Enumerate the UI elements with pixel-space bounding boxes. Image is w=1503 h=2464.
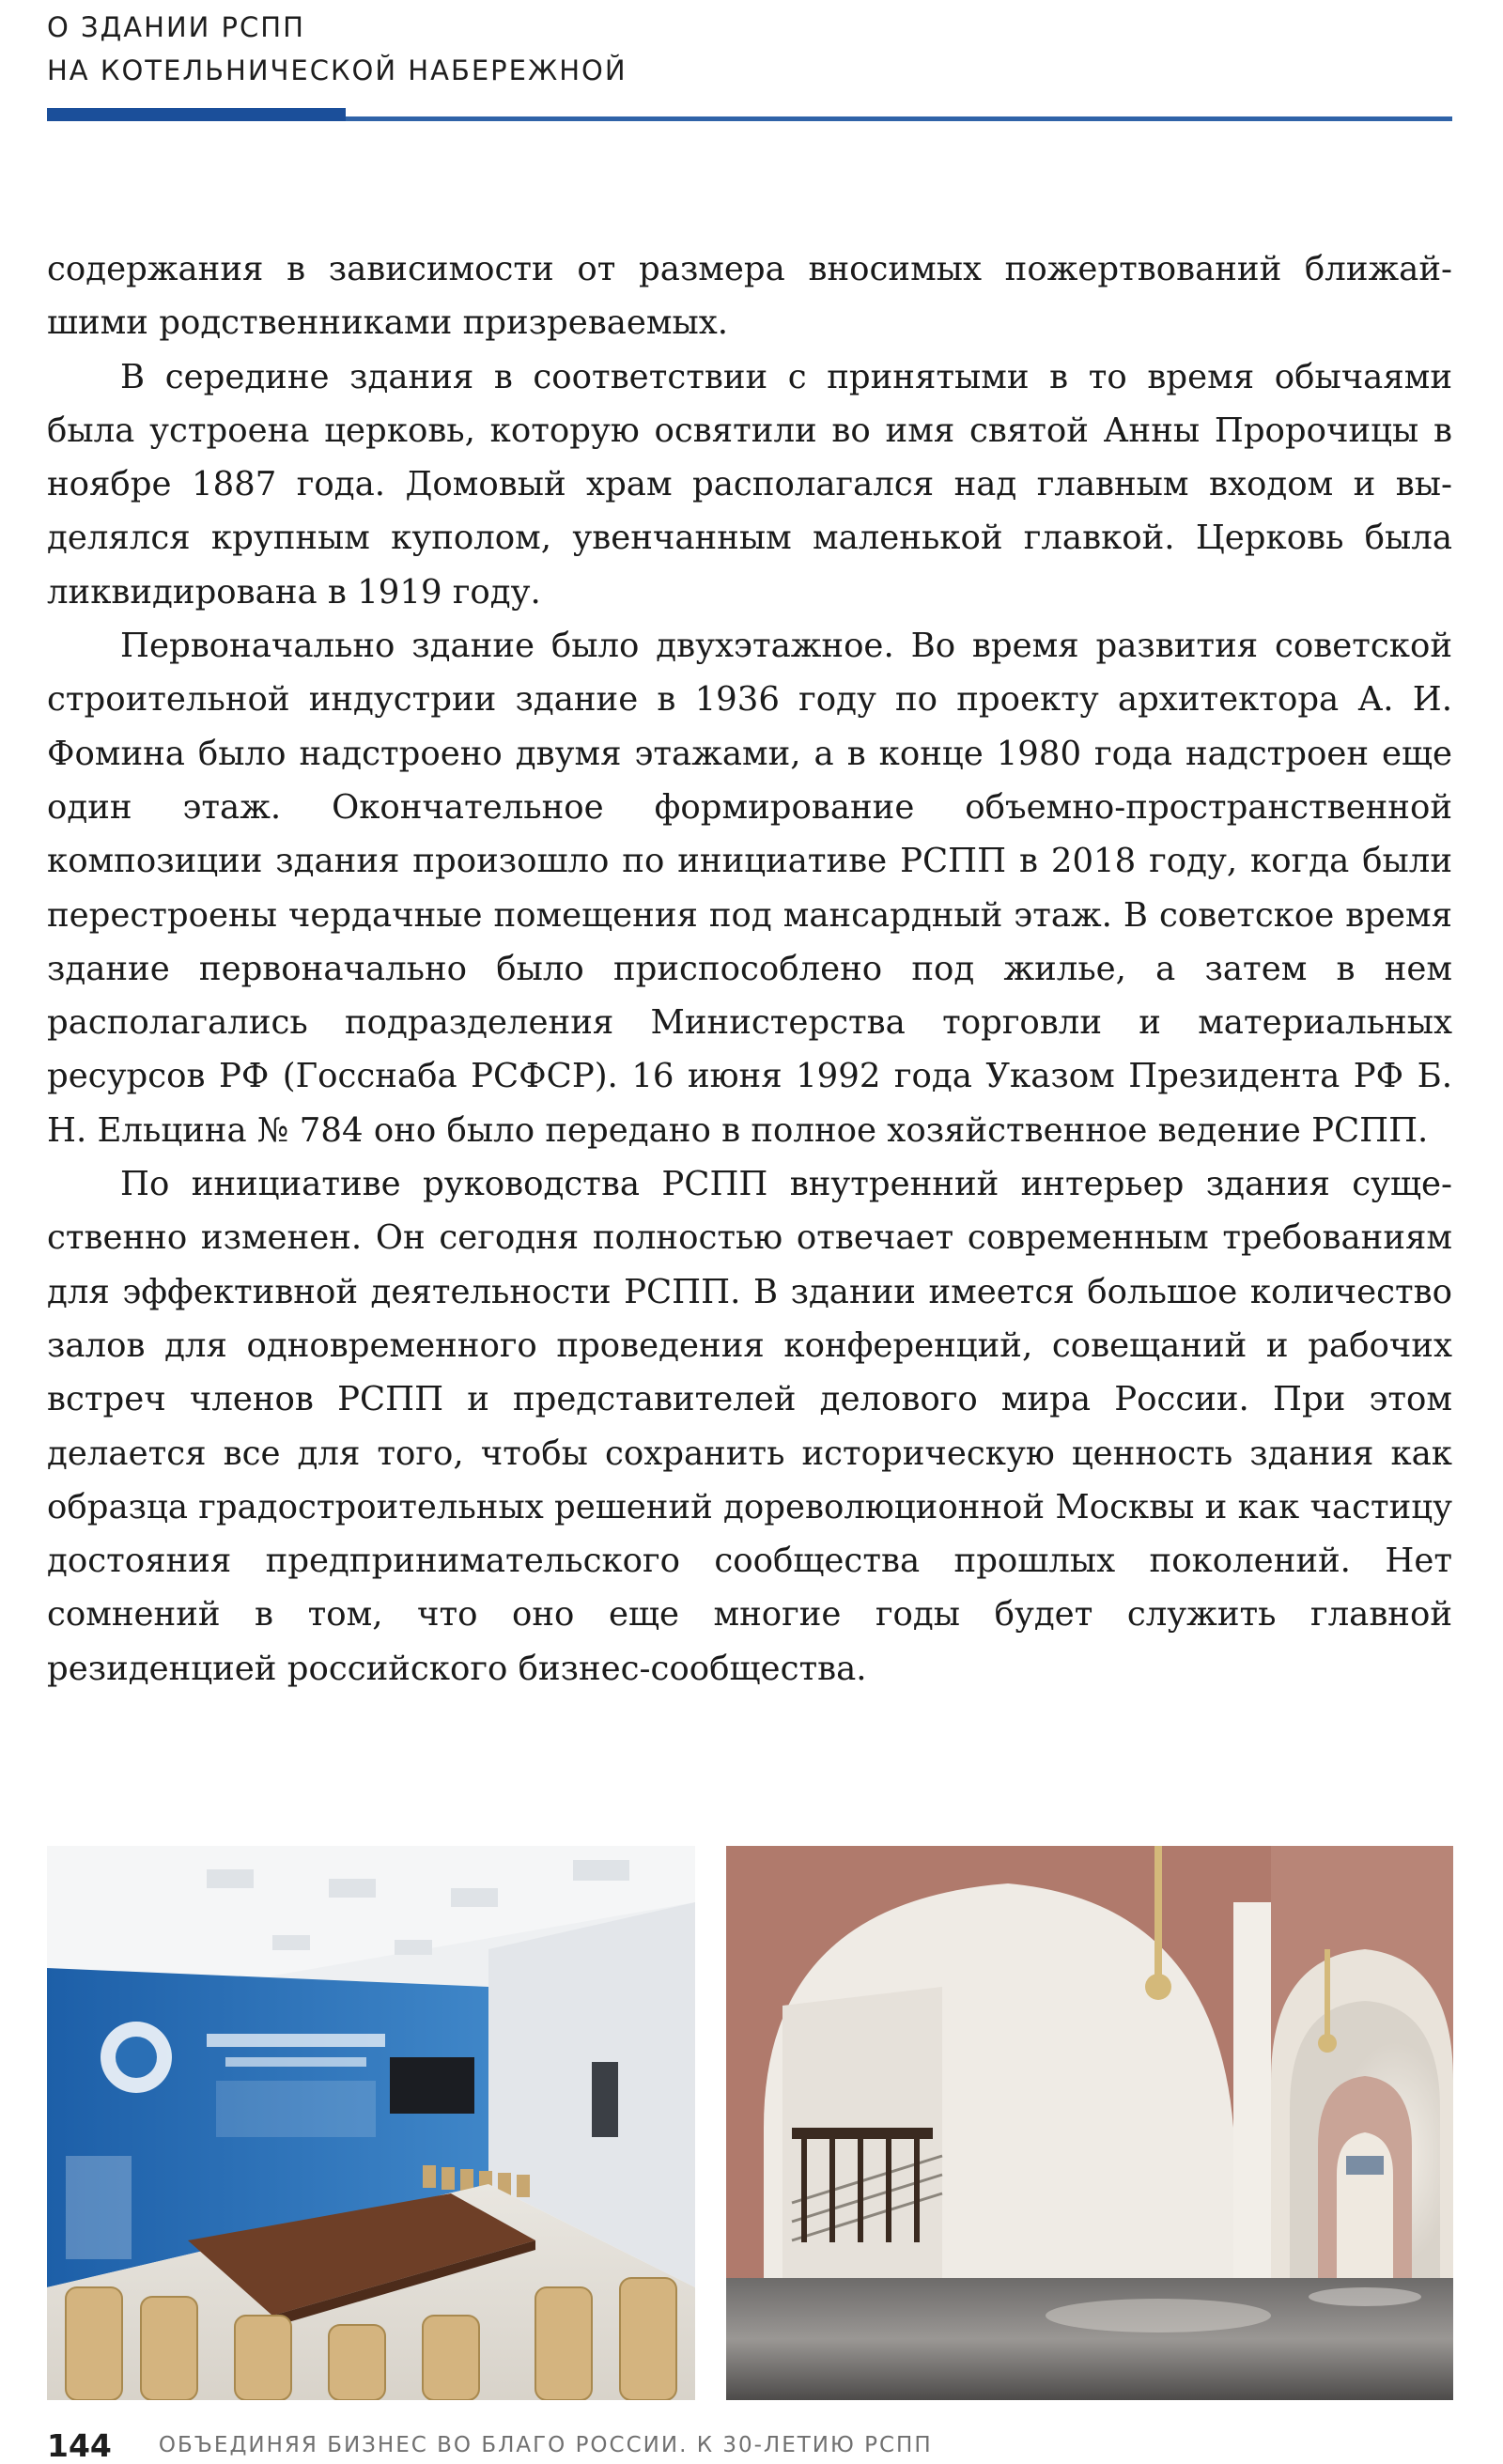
section-title-line-2: НА КОТЕЛЬНИЧЕСКОЙ НАБЕРЕЖНОЙ [47,54,628,86]
paragraph: По инициативе руководства РСПП внутренний интерьер здания существенно изменен. Он сегодня полностью отвечает современным требованиям для эффективной деятельности РСПП. В здании имеется большое количество залов для одновременного проведения конференций, совещаний и рабочих встреч членов РСПП и представителей делового мира России. При этом делается все для того, чтобы сохранить историческую ценность здания как образца градостроительных решений дореволюционной Москвы и как частицу достояния предпринимательского сообщества прошлых поколений. Нет сомнений в том, что оно еще многие годы будет служить главной резиденцией российского бизнес-сообщества. [47,1165,1452,1688]
header-rule-accent [47,108,346,121]
page-footer [47,2426,933,2464]
running-header [47,6,1456,92]
section-title-line-1: О ЗДАНИИ РСПП [47,11,305,43]
article-body [47,242,1452,1696]
page-number: 144 [47,2426,112,2464]
book-title: ОБЪЕДИНЯЯ БИЗНЕС ВО БЛАГО РОССИИ. К 30-ЛЕТИЮ РСПП [158,2433,933,2457]
arched-hall-photo [726,1846,1453,2400]
paragraph-continued: содержания в зависимости от размера вносимых пожертвований ближайшими родственниками призреваемых. [47,250,1452,343]
conference-hall-photo [47,1846,695,2400]
paragraph: Первоначально здание было двухэтажное. Во время развития советской строительной индустрии здание в 1936 году по проекту архитектора А. И. Фомина было надстроено двумя этажами, а в конце 1980 года надстроен еще один этаж. Окончательное формирование объемно-пространственной композиции здания произошло по инициативе РСПП в 2018 году, когда были перестроены чердачные помещения под мансардный этаж. В советское время здание первоначально было приспособлено под жилье, а затем в нем располагались подразделения Министерства торговли и материальных ресурсов РФ (Госснаба РСФСР). 16 июня 1992 года Указом Президента РФ Б. Н. Ельцина № 784 оно было передано в полное хозяйственное ведение РСПП. [47,627,1452,1150]
paragraph: В середине здания в соответствии с принятыми в то время обычаями была устроена церковь, которую освятили во имя святой Анны Пророчицы в ноябре 1887 года. Домовый храм располагался над главным входом и выделялся крупным куполом, увенчанным маленькой главкой. Церковь была ликвидирована в 1919 году. [47,357,1452,612]
